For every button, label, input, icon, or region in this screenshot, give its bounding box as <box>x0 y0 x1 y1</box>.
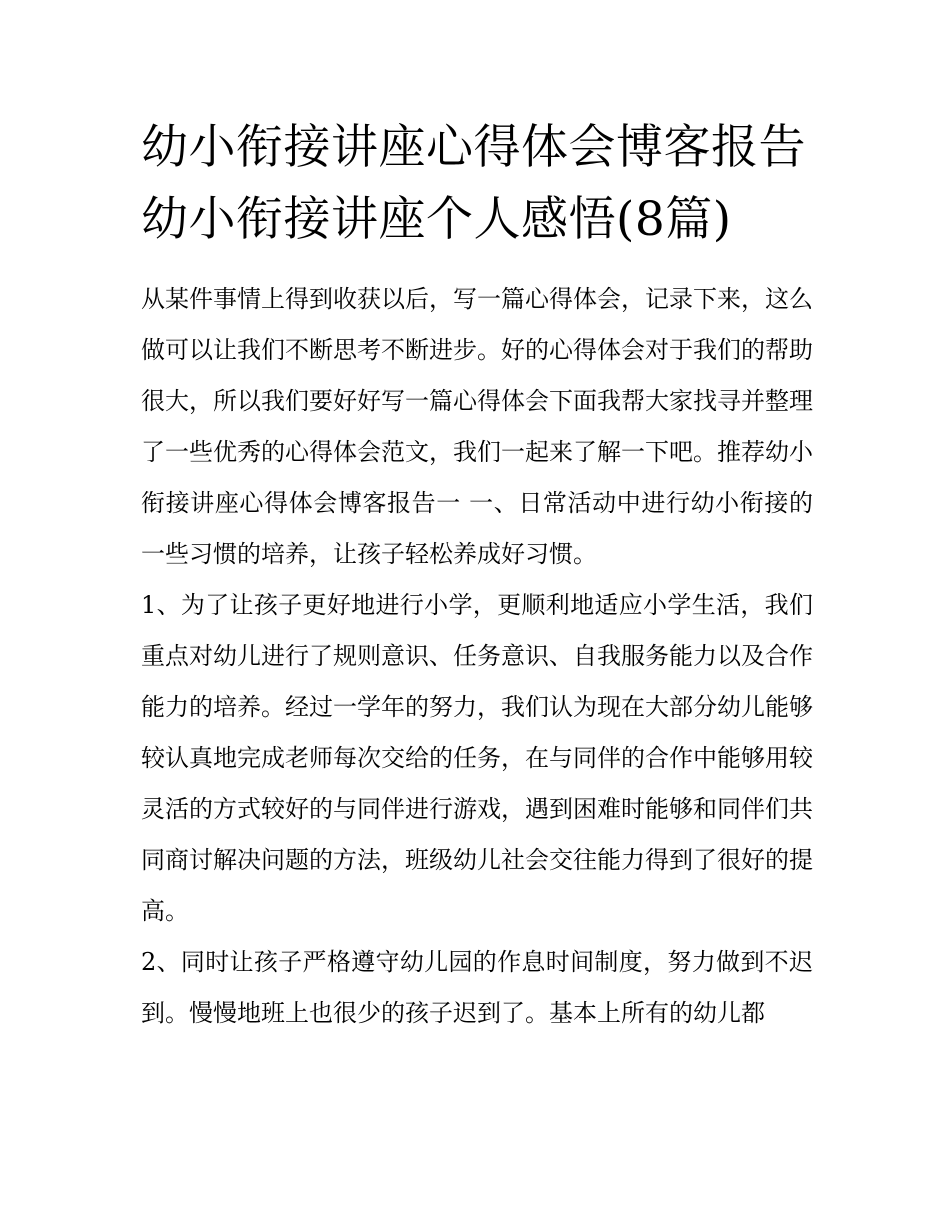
intro-paragraph: 从某件事情上得到收获以后，写一篇心得体会，记录下来，这么做可以让我们不断思考不断进步。好的心得体会对于我们的帮助很大，所以我们要好好写一篇心得体会下面我帮大家找寻并整理了一些优秀的心得体会范文，我们一起来了解一下吧。推荐幼小衔接讲座心得体会博客报告一 一、日常活动中进行幼小衔接的一些习惯的培养，让孩子轻松养成好习惯。 <box>141 285 813 568</box>
document-title: 幼小衔接讲座心得体会博客报告 幼小衔接讲座个人感悟(8篇) <box>141 120 806 247</box>
document-body <box>141 112 813 1039</box>
point-2-paragraph: 2、同时让孩子严格遵守幼儿园的作息时间制度，努力做到不迟到。慢慢地班上也很少的孩子迟到了。基本上所有的幼儿都 <box>141 948 813 1027</box>
point-1-paragraph: 1、为了让孩子更好地进行小学，更顺利地适应小学生活，我们重点对幼儿进行了规则意识、任务意识、自我服务能力以及合作能力的培养。经过一学年的努力，我们认为现在大部分幼儿能够较认真地完成老师每次交给的任务，在与同伴的合作中能够用较灵活的方式较好的与同伴进行游戏，遇到困难时能够和同伴们共同商讨解决问题的方法，班级幼儿社会交往能力得到了很好的提高。 <box>141 591 813 925</box>
